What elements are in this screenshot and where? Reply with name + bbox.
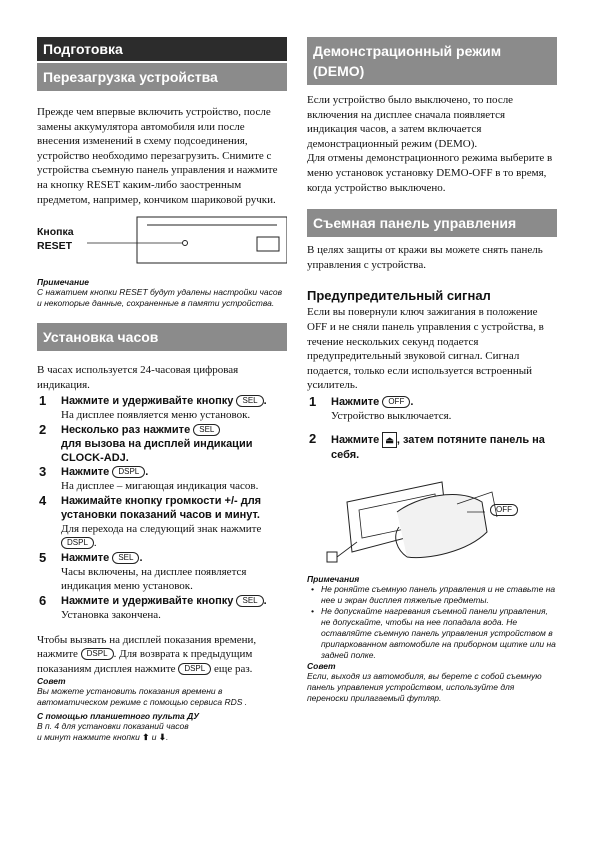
panel-step: 1 Нажмите OFF . Устройство выключается. xyxy=(309,393,452,422)
panel-heading: Съемная панель управления xyxy=(307,209,557,237)
clock-intro: В часах используется 24-часовая цифровая индикация. xyxy=(37,364,239,391)
panel-removal-drawing xyxy=(307,472,557,570)
reset-label-line1: Кнопка xyxy=(37,226,74,239)
clock-outro: Чтобы вызвать на дисплей показания времени, нажмите DSPL . Для возврата к предыдущим показаниям дисплея нажмите DSPL еще раз. xyxy=(37,633,257,675)
left-column xyxy=(37,37,287,743)
demo-text: Если устройство было выключено, то после включения на дисплее сначала появляется индикация часов, а затем включается демонстрационный режим (DEMO). Для отмены демонстрационного режима выберите в меню установок установку DEMO-OFF в то время, когда устройство выключено. xyxy=(307,94,553,194)
reset-unit-drawing xyxy=(87,215,287,275)
clock-tip-text: Вы можете установить показания времени в автоматическом режиме с помощью сервиса RDS . xyxy=(37,686,248,708)
off-label: OFF xyxy=(490,504,518,516)
reset-note-title: Примечание xyxy=(37,277,90,288)
clock-step: 4 Нажимайте кнопку громкости +/- для установки показаний часов и минут. Для перехода на следующий знак нажмите DSPL . xyxy=(39,492,262,550)
release-icon: ⏏ xyxy=(382,432,397,448)
clock-step: 2 Несколько раз нажмите SEL для вызова на дисплей индикации CLOCK-ADJ. xyxy=(39,421,253,464)
warning-notes-title: Примечания xyxy=(307,573,360,584)
reset-text: Прежде чем впервые включить устройство, после замены аккумулятора автомобиля или после внесения изменений в схему подсоединения, устройство необходимо перезагрузить. Снимите с устройства съемную панель управления и нажмите на кнопку RESET каким-либо заостренным предметом, например, кончиком шариковой ручки. xyxy=(37,106,278,206)
clock-step: 3 Нажмите DSPL . На дисплее – мигающая индикация часов. xyxy=(39,463,259,492)
arrow-down-icon: ⬇ xyxy=(158,732,166,743)
sel-button-icon: SEL xyxy=(193,424,220,436)
clock-tip-title: Совет xyxy=(37,676,66,687)
sel-button-icon: SEL xyxy=(112,552,139,564)
clock-step: 1 Нажмите и удерживайте кнопку SEL . На дисплее появляется меню установок. xyxy=(39,393,267,422)
warning-notes xyxy=(307,584,557,661)
list-item: • Не роняйте съемную панель управления и не ставьте на нее и экран дисплея тяжелые предметы. xyxy=(321,584,557,606)
clock-step: 5 Нажмите SEL . Часы включены, на дисплее появляется индикация меню установок. xyxy=(39,549,247,593)
list-item: • Не допускайте нагревания съемной панели управления, не допускайте, чтобы на нее попадала вода. Не оставляйте съемную панель управления устройством в припаркованном автомобиле на приборном щитке или на задней полке. xyxy=(321,606,557,661)
clock-step: 6 Нажмите и удерживайте кнопку SEL . Установка закончена. xyxy=(39,592,267,621)
warning-tip-title: Совет xyxy=(307,660,336,671)
clock-heading: Установка часов xyxy=(37,323,287,351)
warning-heading: Предупредительный сигнал xyxy=(307,288,491,304)
sel-button-icon: SEL xyxy=(236,595,263,607)
reset-figure xyxy=(37,215,287,275)
reset-note-text: С нажатием кнопки RESET будут удалены настройки часов и некоторые данные, сохраненные в памяти устройства. xyxy=(37,287,283,309)
remote-text: В п. 4 для установки показаний часов и минут нажмите кнопки ⬆ и ⬇. xyxy=(37,721,189,743)
remote-title: С помощью планшетного пульта ДУ xyxy=(37,711,200,722)
warning-text: Если вы повернули ключ зажигания в положение OFF и не сняли панель управления с устройства, в течение нескольких секунд подается предупредительный звуковой сигнал. Сигнал подается, только если используется встроенный усилитель. xyxy=(307,306,544,392)
dspl-button-icon: DSPL xyxy=(112,466,145,478)
sel-button-icon: SEL xyxy=(236,395,263,407)
reset-label-line2: RESET xyxy=(37,240,73,253)
panel-removal-figure xyxy=(307,472,557,570)
panel-text: В целях защиты от кражи вы можете снять панель управления с устройства. xyxy=(307,244,543,271)
reset-heading: Перезагрузка устройства xyxy=(37,63,287,91)
dspl-button-icon: DSPL xyxy=(61,537,94,549)
dspl-button-icon: DSPL xyxy=(81,648,114,660)
panel-step: 2 Нажмите ⏏ , затем потяните панель на себя. xyxy=(309,430,545,461)
clock-steps xyxy=(37,394,287,622)
dspl-button-icon: DSPL xyxy=(178,663,211,675)
demo-heading: Демонстрационный режим (DEMO) xyxy=(307,37,557,85)
warning-tip-text: Если, выходя из автомобиля, вы берете с собой съемную панель управления устройством, используйте для переноски прилагаемый футляр. xyxy=(307,670,542,703)
off-button-icon: OFF xyxy=(382,396,410,408)
right-column xyxy=(307,37,557,704)
arrow-up-icon: ⬆ xyxy=(142,732,150,743)
section-title: Подготовка xyxy=(37,37,287,61)
